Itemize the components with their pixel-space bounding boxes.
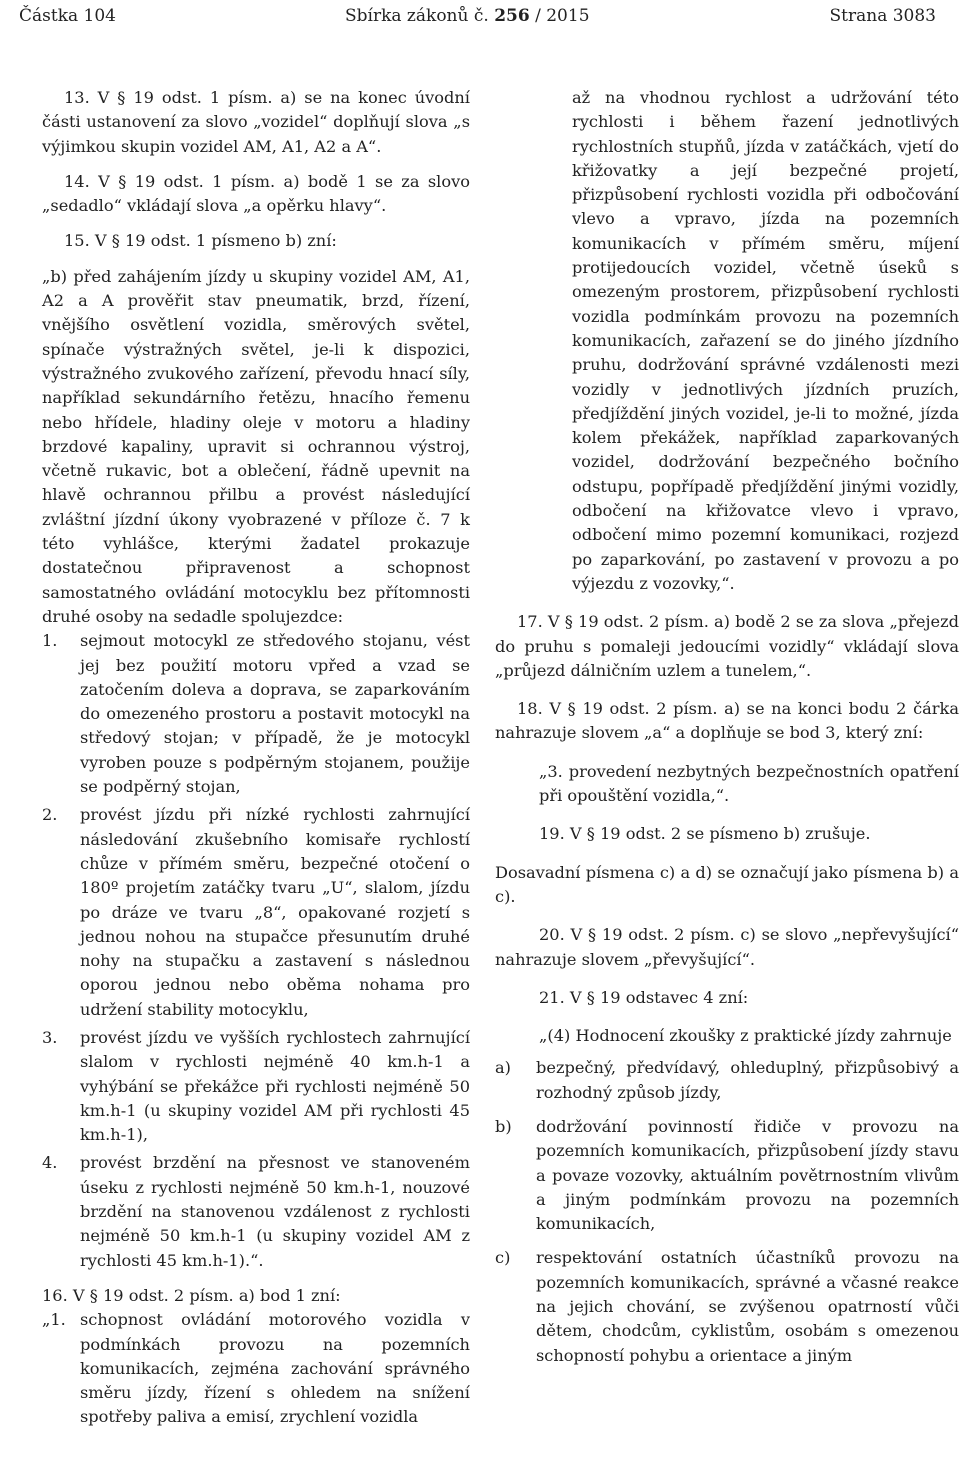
header-issue: Částka 104 <box>19 6 116 26</box>
list-item-number: 4. <box>42 1153 58 1173</box>
paragraph-17: 17. V § 19 odst. 2 písm. a) bodě 2 se za slova „přejezd do pruhu s pomaleji jedoucími vozidly“ vkládají slova „průjezd dálničním uzlem a tunelem,“. <box>495 612 959 680</box>
item-16-list <box>42 1308 470 1429</box>
header-collection-year: / 2015 <box>535 6 590 26</box>
paragraph-13: 13. V § 19 odst. 1 písm. a) se na konec úvodní části ustanovení za slovo „vozidel“ doplňují slova „s výjimkou skupin vozidel AM, A1, A2 a A“. <box>42 88 470 156</box>
right-column <box>495 86 959 1368</box>
list-item-text: bezpečný, předvídavý, ohleduplný, přizpůsobivý a rozhodný způsob jízdy, <box>536 1058 959 1102</box>
list-item <box>42 1026 470 1147</box>
list-item-text: sejmout motocykl ze středového stojanu, vést jej bez použití motoru vpřed a vzad se zatočením doleva a doprava, se zaparkováním do omezeného prostoru a postavit motocykl na středový stojan; v případě, že je motocykl vyroben pouze s podpěrným stojanem, použije se podpěrný stojan, <box>80 631 470 797</box>
left-column <box>42 86 470 1430</box>
list-item-number: 3. <box>42 1027 58 1047</box>
paragraph-21: 21. V § 19 odstavec 4 zní: <box>539 987 749 1007</box>
list-item-number: „1. <box>42 1310 66 1330</box>
list-item-text: provést jízdu ve vyšších rychlostech zahrnující slalom v rychlosti nejméně 40 km.h-1 a vyhýbání se překážce při rychlosti nejméně 50 km.h-1 (u skupiny vozidel AM při rychlosti 45 km.h-1), <box>80 1027 470 1145</box>
paragraph-21-quote: „(4) Hodnocení zkoušky z praktické jízdy zahrnuje <box>539 1026 952 1046</box>
list-item <box>495 1056 959 1105</box>
list-item <box>495 1246 959 1367</box>
paragraph-20: 20. V § 19 odst. 2 písm. c) se slovo „nepřevyšující“ nahrazuje slovem „převyšující“. <box>495 925 959 969</box>
list-item-letter: c) <box>495 1248 511 1268</box>
list-item <box>42 1151 470 1272</box>
list-item <box>42 629 470 799</box>
paragraph-18-quote: „3. provedení nezbytných bezpečnostních opatření při opouštění vozidla,“. <box>539 761 959 806</box>
list-item-letter: a) <box>495 1058 511 1078</box>
paragraph-15: 15. V § 19 odst. 1 písmeno b) zní: <box>64 231 337 251</box>
paragraph-19: 19. V § 19 odst. 2 se písmeno b) zrušuje. <box>539 824 871 844</box>
page-header <box>0 4 960 28</box>
evaluation-list <box>495 1056 959 1368</box>
list-item-number: 2. <box>42 805 58 825</box>
paragraph-18: 18. V § 19 odst. 2 písm. a) se na konci bodu 2 čárka nahrazuje slovem „a“ a doplňuje se bod 3, který zní: <box>495 699 959 743</box>
header-page-number: Strana 3083 <box>829 6 936 26</box>
header-collection <box>345 4 590 28</box>
maneuver-list <box>42 629 470 1273</box>
list-item <box>42 803 470 1022</box>
list-item <box>495 1115 959 1236</box>
list-item-text: respektování ostatních účastníků provozu na pozemních komunikacích, správné a včasné reakce na jejich chování, se zvýšenou opatrností vůči dětem, chodcům, cyklistům, osobám s omezenou schopností pohybu a orientace a jiným <box>536 1248 959 1365</box>
paragraph-16: 16. V § 19 odst. 2 písm. a) bod 1 zní: <box>42 1285 341 1305</box>
paragraph-14: 14. V § 19 odst. 1 písm. a) bodě 1 se za slovo „sedadlo“ vkládají slova „a opěrku hlavy“. <box>42 171 470 216</box>
list-item-text: dodržování povinností řidiče v provozu na pozemních komunikacích, přizpůsobení jízdy stavu a povaze vozovky, aktuálním povětrnostním vlivům a jiným podmínkám provozu na pozemních komunikacích, <box>536 1116 959 1234</box>
list-item-letter: b) <box>495 1116 512 1136</box>
paragraph-continued: až na vhodnou rychlost a udržování této rychlosti i během řazení jednotlivých rychlostních stupňů, jízda v zatáčkách, vjetí do křižovatky a její bezpečné projetí, přizpůsobení rychlosti vozidla při odbočování vlevo a vpravo, jízda na pozemních komunikacích v přímém směru, míjení protijedoucích vozidel, včetně úseků s omezeným prostorem, přizpůsobení rychlosti vozidla podmínkám provozu na pozemních komunikacích, zařazení se do jiného jízdního pruhu, dodržování správné vzdálenosti mezi vozidly v jednotlivých jízdních pruzích, předjíždění jiných vozidel, je-li to možné, jízda kolem překážek, například zaparkovaných vozidel, dodržování bezpečného bočního odstupu, popřípadě předjíždění jinými vozidly, odbočení na křižovatce vlevo i vpravo, odbočení mimo pozemní komunikaci, rozjezd po zaparkování, po zastavení v provozu a po výjezdu z vozovky,“. <box>572 88 959 593</box>
list-item-text: provést jízdu při nízké rychlosti zahrnující následování zkušebního komisaře rychlostí chůze v přímém směru, bezpečné otočení o 180º projetím zatáčky tvaru „U“, slalom, jízdu po dráze ve tvaru „8“, opakované rozjetí s jednou nohou na stupačce přesunutím druhé nohy na stupačku a zastavení s následnou oporou jednou nebo oběma nohama pro udržení stability motocyklu, <box>80 805 470 1019</box>
paragraph-dosavadni: Dosavadní písmena c) a d) se označují jako písmena b) a c). <box>495 862 959 906</box>
list-item-text: schopnost ovládání motorového vozidla v podmínkách provozu na pozemních komunikacích, zejména zachování správného směru jízdy, řízení s ohledem na snížení spotřeby paliva a emisí, zrychlení vozidla <box>80 1310 470 1427</box>
list-item-number: 1. <box>42 631 58 651</box>
paragraph-b: „b) před zahájením jízdy u skupiny vozidel AM, A1, A2 a A prověřit stav pneumatik, brzd, řízení, vnějšího osvětlení vozidla, směrových světel, spínače výstražných světel, je-li k dispozici, výstražného zvukového zařízení, převodu hnací síly, například sekundárního řetězu, hnacího řemenu nebo hřídele, hladiny oleje v motoru a hladiny brzdové kapaliny, upravit si ochrannou výstroj, včetně rukavic, bot a oblečení, řádně upevnit na hlavě ochrannou přilbu a provést následující zvláštní jízdní úkony vyobrazené v příloze č. 7 k této vyhlášce, kterými žadatel prokazuje dostatečnou připravenost a schopnost samostatného ovládání motocyklu bez přítomnosti druhé osoby na sedadle spolujezdce: <box>42 266 470 626</box>
list-item <box>42 1308 470 1429</box>
list-item-text: provést brzdění na přesnost ve stanoveném úseku z rychlosti nejméně 50 km.h-1, nouzové brzdění na stanovenou vzdálenost z rychlosti nejméně 50 km.h-1 (u skupiny vozidel AM z rychlosti 45 km.h-1).“. <box>80 1153 470 1270</box>
header-collection-prefix: Sbírka zákonů č. <box>345 6 489 26</box>
header-collection-number: 256 <box>494 6 530 26</box>
